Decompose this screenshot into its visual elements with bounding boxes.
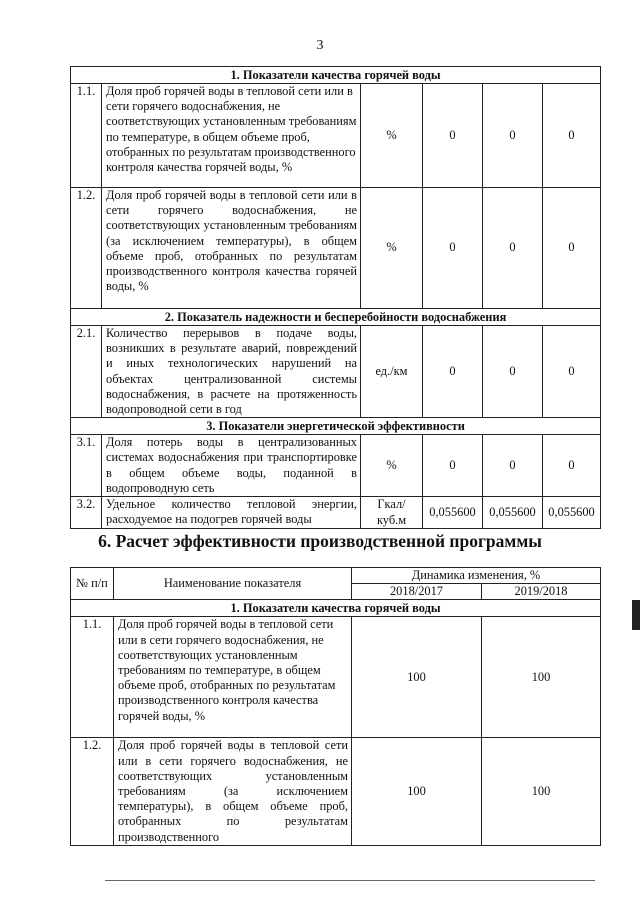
row-text: Доля проб горячей воды в тепловой сети или в сети горячего водоснабжения, не соответствующих установленным требованиям по температуре, в общем объеме проб, отобранных по результатам производственного контроля качества горячей воды, % xyxy=(114,617,352,738)
row-value-3: 0,055600 xyxy=(543,497,601,529)
row-number: 3.2. xyxy=(71,497,102,529)
row-unit: Гкал/ куб.м xyxy=(361,497,423,529)
row-text: Количество перерывов в подаче воды, возникших в результате аварий, повреждений и иных технологических нарушений на объектах централизованной системы водоснабжения, в расчете на протяженность водопроводной сети в год xyxy=(102,326,361,418)
header-row xyxy=(71,568,601,584)
row-value-3: 0 xyxy=(543,435,601,497)
section-heading: 6. Расчет эффективности производственной программы xyxy=(98,531,542,551)
row-unit: % xyxy=(361,188,423,309)
row-value-3: 0 xyxy=(543,84,601,188)
efficiency-table xyxy=(70,567,601,846)
section-header-row xyxy=(71,600,601,617)
row-value-2: 100 xyxy=(482,617,601,738)
section-header-row xyxy=(71,67,601,84)
row-number: 1.2. xyxy=(71,738,114,845)
row-value-2: 0,055600 xyxy=(483,497,543,529)
table-row xyxy=(71,497,601,529)
row-number: 3.1. xyxy=(71,435,102,497)
row-value-2: 0 xyxy=(483,435,543,497)
row-number: 1.1. xyxy=(71,617,114,738)
row-text: Доля проб горячей воды в тепловой сети или в сети горячего водоснабжения, не соответствующих установленным требованиям (за исключением температуры), в общем объеме проб, отобранных по результатам производственного контроля качества горячей воды, % xyxy=(102,188,361,309)
header-name: Наименование показателя xyxy=(114,568,352,600)
row-value-2: 0 xyxy=(483,84,543,188)
section-title: 1. Показатели качества горячей воды xyxy=(71,67,601,84)
row-value-1: 0 xyxy=(423,326,483,418)
row-text: Доля потерь воды в централизованных системах водоснабжения при транспортировке в общем объеме воды, поданной в водопроводную сеть xyxy=(102,435,361,497)
row-number: 1.2. xyxy=(71,188,102,309)
table-row xyxy=(71,435,601,497)
section-header-row xyxy=(71,309,601,326)
row-text: Доля проб горячей воды в тепловой сети или в сети горячего водоснабжения, не соответствующих установленным требованиям (за исключением температуры), в общем объеме проб, отобранных по результатам производственного xyxy=(114,738,352,845)
row-number: 2.1. xyxy=(71,326,102,418)
header-num: № п/п xyxy=(71,568,114,600)
table-row xyxy=(71,84,601,188)
row-value-1: 0,055600 xyxy=(423,497,483,529)
header-year-1: 2018/2017 xyxy=(352,584,482,600)
header-year-2: 2019/2018 xyxy=(482,584,601,600)
table-row xyxy=(71,188,601,309)
scan-edge-mark xyxy=(632,600,640,630)
scan-edge-line xyxy=(105,880,595,881)
row-value-1: 0 xyxy=(423,435,483,497)
indicators-table xyxy=(70,66,601,529)
section-title: 1. Показатели качества горячей воды xyxy=(71,600,601,617)
row-unit: % xyxy=(361,84,423,188)
row-text: Доля проб горячей воды в тепловой сети или в сети горячего водоснабжения, не соответствующих установленным требованиям по температуре, в общем объеме проб, отобранных по результатам производственного контроля качества горячей воды, % xyxy=(102,84,361,188)
row-value-1: 0 xyxy=(423,188,483,309)
row-value-2: 0 xyxy=(483,326,543,418)
row-unit: ед./км xyxy=(361,326,423,418)
table-row xyxy=(71,738,601,845)
page-number: 3 xyxy=(316,38,324,53)
row-value-3: 0 xyxy=(543,326,601,418)
header-dynamics: Динамика изменения, % xyxy=(352,568,601,584)
row-text: Удельное количество тепловой энергии, расходуемое на подогрев горячей воды xyxy=(102,497,361,529)
section-header-row xyxy=(71,418,601,435)
row-value-1: 0 xyxy=(423,84,483,188)
section-title: 3. Показатели энергетической эффективности xyxy=(71,418,601,435)
section-title: 2. Показатель надежности и бесперебойности водоснабжения xyxy=(71,309,601,326)
row-value-2: 100 xyxy=(482,738,601,845)
row-value-1: 100 xyxy=(352,617,482,738)
table-row xyxy=(71,617,601,738)
row-value-2: 0 xyxy=(483,188,543,309)
table-row xyxy=(71,326,601,418)
row-value-3: 0 xyxy=(543,188,601,309)
row-unit: % xyxy=(361,435,423,497)
row-number: 1.1. xyxy=(71,84,102,188)
row-value-1: 100 xyxy=(352,738,482,845)
